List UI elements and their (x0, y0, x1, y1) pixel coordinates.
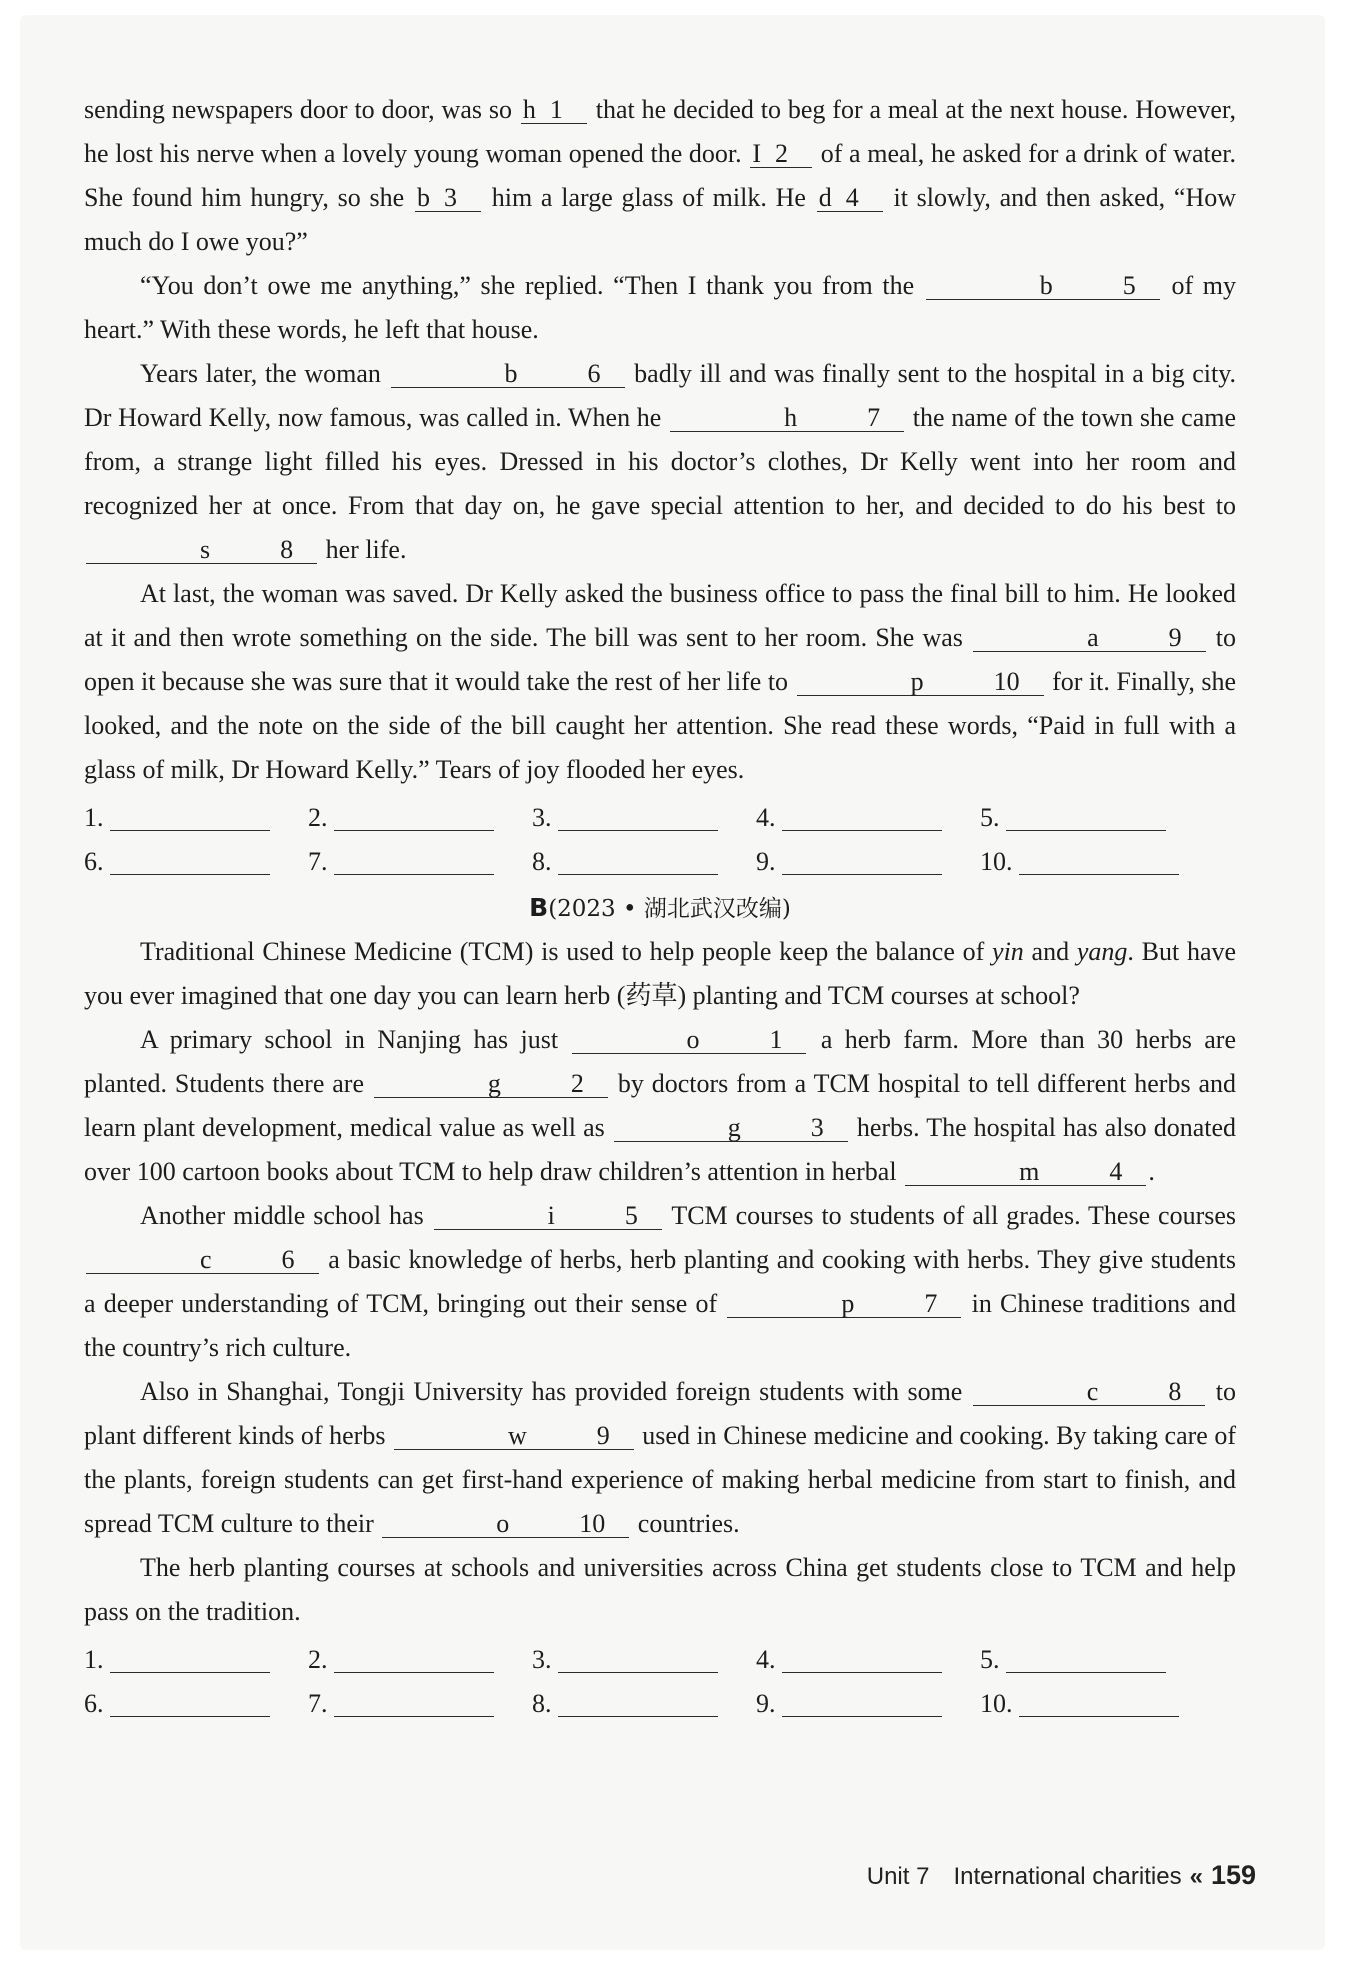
answer-slot[interactable] (84, 1682, 308, 1726)
blank-number: 7 (867, 403, 881, 432)
blank-hint-letter: w (507, 1421, 527, 1450)
text-run: TCM courses to students of all grades. These courses (671, 1201, 1236, 1230)
blank-hint-letter: o (686, 1025, 700, 1054)
answer-slot[interactable] (980, 1682, 1204, 1726)
text-run: Another middle school has (140, 1201, 424, 1230)
blank-b-10[interactable] (382, 1511, 629, 1538)
answer-line[interactable] (110, 830, 270, 831)
blank-number: 4 (1109, 1157, 1123, 1186)
answer-number: 6. (84, 1689, 104, 1718)
answer-line[interactable] (558, 1716, 718, 1717)
blank-hint-letter: g (487, 1069, 501, 1098)
answer-number: 6. (84, 847, 104, 876)
italic-term: yang (1076, 937, 1128, 966)
text-run: countries. (637, 1509, 740, 1538)
blank-number: 3 (443, 183, 457, 212)
text-run: The herb planting courses at schools and universities across China get students close to TCM and help pass on the tradition. (84, 1553, 1236, 1626)
answer-slot[interactable] (532, 796, 756, 840)
answer-slot[interactable] (84, 1638, 308, 1682)
answer-slot[interactable] (756, 1682, 980, 1726)
answer-number: 10. (980, 1689, 1013, 1718)
blank-a-1[interactable] (521, 97, 587, 124)
chevron-left-icon: « (1189, 1863, 1203, 1890)
blank-b-4[interactable] (905, 1159, 1146, 1186)
text-run: a herb farm. More than 30 herbs are planted. Students there are (84, 1025, 1237, 1098)
answer-number: 2. (308, 803, 328, 832)
text-run: her life. (325, 535, 407, 564)
blank-b-8[interactable] (973, 1379, 1206, 1406)
text-run: a basic knowledge of herbs, herb planting and cooking with herbs. They give students a deeper understanding of TCM, bringing out their sense of (84, 1245, 1237, 1318)
answer-number: 9. (756, 847, 776, 876)
blank-a-6[interactable] (391, 361, 625, 388)
footer-unit: Unit 7 (866, 1863, 930, 1890)
answer-slot[interactable] (980, 1638, 1204, 1682)
text-run: of my heart.” With these words, he left that house. (84, 271, 1236, 344)
answer-line[interactable] (334, 1672, 494, 1673)
text-run: used in Chinese medicine and cooking. By taking care of the plants, foreign students can get first-hand experience of making herbal medicine from start to finish, and spread TCM culture to their (84, 1421, 1237, 1538)
text-run: for it. Finally, she looked, and the note on the side of the bill caught her attention. She read these words, “Paid in full with a glass of milk, Dr Howard Kelly.” Tears of joy flooded her eyes. (84, 667, 1237, 784)
answer-line[interactable] (558, 874, 718, 875)
page-footer (867, 1860, 1256, 1891)
blank-number: 6 (587, 359, 601, 388)
blank-number: 8 (1168, 1377, 1182, 1406)
answer-number: 1. (84, 803, 104, 832)
text-run: and (1031, 937, 1070, 966)
answer-slot[interactable] (532, 840, 756, 884)
answer-number: 4. (756, 1645, 776, 1674)
answer-number: 7. (308, 1689, 328, 1718)
blank-hint-letter: h (522, 95, 536, 124)
text-run: to plant different kinds of herbs (84, 1377, 1237, 1450)
answer-number: 3. (532, 803, 552, 832)
answer-number: 4. (756, 803, 776, 832)
answer-slot[interactable] (84, 840, 308, 884)
blank-number: 10 (993, 667, 1020, 696)
answer-number: 8. (532, 847, 552, 876)
answer-line[interactable] (1006, 1672, 1166, 1673)
blank-a-9[interactable] (973, 625, 1206, 652)
blank-b-5[interactable] (434, 1203, 662, 1230)
text-run: At last, the woman was saved. Dr Kelly asked the business office to pass the final bill to him. He looked at it and then wrote something on the side. The bill was sent to her room. She was (84, 579, 1236, 652)
answer-slot[interactable] (756, 796, 980, 840)
page-number: 159 (1210, 1860, 1256, 1890)
text-run: Also in Shanghai, Tongji University has provided foreign students with some (140, 1377, 963, 1406)
answer-slot[interactable] (84, 796, 308, 840)
answer-number: 8. (532, 1689, 552, 1718)
answer-number: 10. (980, 847, 1013, 876)
blank-hint-letter: a (1087, 623, 1099, 652)
answer-slot[interactable] (308, 1638, 532, 1682)
blank-hint-letter: h (784, 403, 798, 432)
blank-number: 7 (924, 1289, 938, 1318)
text-run: by doctors from a TCM hospital to tell different herbs and learn plant development, medical value as well as (84, 1069, 1237, 1142)
passage-b-paragraph-2 (84, 1018, 1236, 1194)
answer-line[interactable] (334, 830, 494, 831)
answer-number: 3. (532, 1645, 552, 1674)
blank-number: 9 (596, 1421, 610, 1450)
answer-line[interactable] (782, 874, 942, 875)
blank-number: 2 (775, 139, 789, 168)
text-run: “You don’t owe me anything,” she replied. “Then I thank you from the (140, 271, 915, 300)
blank-hint-letter: b (504, 359, 518, 388)
blank-b-1[interactable] (572, 1027, 806, 1054)
footer-title: International charities (953, 1863, 1182, 1890)
answer-slot[interactable] (756, 1638, 980, 1682)
blank-number: 9 (1168, 623, 1182, 652)
blank-b-6[interactable] (86, 1247, 319, 1274)
blank-hint-letter: b (1039, 271, 1053, 300)
blank-hint-letter: I (752, 139, 762, 168)
answer-slot[interactable] (308, 1682, 532, 1726)
answer-line[interactable] (110, 1716, 270, 1717)
blank-number: 10 (579, 1509, 606, 1538)
answer-line[interactable] (558, 1672, 718, 1673)
document-body (84, 88, 1236, 1726)
answer-slot[interactable] (756, 840, 980, 884)
answer-number: 5. (980, 803, 1000, 832)
blank-a-5[interactable] (926, 273, 1160, 300)
passage-a-paragraph-1 (84, 88, 1236, 264)
passage-a-paragraph-3 (84, 352, 1236, 572)
blank-b-9[interactable] (394, 1423, 634, 1450)
text-run: of a meal, he asked for a drink of water. She found him hungry, so she (84, 139, 1237, 212)
blank-a-2[interactable] (750, 141, 812, 168)
blank-hint-letter: o (496, 1509, 510, 1538)
blank-number: 3 (810, 1113, 824, 1142)
answer-number: 9. (756, 1689, 776, 1718)
blank-number: 1 (769, 1025, 783, 1054)
answer-lines-b (84, 1638, 1236, 1726)
blank-b-2[interactable] (374, 1071, 608, 1098)
blank-hint-letter: g (727, 1113, 741, 1142)
section-source: (2023 • 湖北武汉改编) (548, 896, 791, 922)
blank-b-3[interactable] (614, 1115, 848, 1142)
blank-a-7[interactable] (670, 405, 904, 432)
blank-hint-letter: p (910, 667, 924, 696)
italic-term: yin (992, 937, 1024, 966)
blank-hint-letter: b (416, 183, 430, 212)
passage-b-paragraph-3 (84, 1194, 1236, 1370)
answer-line[interactable] (558, 830, 718, 831)
answer-number: 7. (308, 847, 328, 876)
text-run: . (1148, 1157, 1155, 1186)
text-run: that he decided to beg for a meal at the next house. However, he lost his nerve when a lovely young woman opened the door. (84, 95, 1237, 168)
blank-number: 2 (570, 1069, 584, 1098)
passage-b-paragraph-5 (84, 1546, 1236, 1634)
blank-hint-letter: i (547, 1201, 555, 1230)
answer-number: 5. (980, 1645, 1000, 1674)
blank-a-10[interactable] (797, 669, 1044, 696)
answer-line[interactable] (782, 1672, 942, 1673)
answer-slot[interactable] (532, 1682, 756, 1726)
blank-a-8[interactable] (86, 537, 317, 564)
blank-number: 5 (1122, 271, 1136, 300)
blank-hint-letter: c (1086, 1377, 1099, 1406)
blank-b-7[interactable] (727, 1291, 961, 1318)
text-run: to open it because she was sure that it would take the rest of her life to (84, 623, 1237, 696)
blank-hint-letter: d (818, 183, 832, 212)
answer-slot[interactable] (980, 796, 1204, 840)
section-letter: B (529, 893, 549, 922)
answer-line[interactable] (1019, 1716, 1179, 1717)
section-b-heading (84, 886, 1236, 930)
answer-line[interactable] (334, 1716, 494, 1717)
text-run: badly ill and was finally sent to the hospital in a big city. Dr Howard Kelly, now famous, was called in. When he (84, 359, 1237, 432)
answer-line[interactable] (1019, 874, 1179, 875)
text-run: herbs. The hospital has also donated over 100 cartoon books about TCM to help draw children’s attention in herbal (84, 1113, 1236, 1186)
text-run: . But have you ever imagined that one day you can learn herb (药草) planting and TCM courses at school? (84, 937, 1237, 1010)
blank-a-4[interactable] (817, 185, 883, 212)
answer-number: 1. (84, 1645, 104, 1674)
blank-hint-letter: s (200, 535, 211, 564)
blank-number: 4 (845, 183, 859, 212)
blank-number: 1 (549, 95, 563, 124)
passage-a-paragraph-2 (84, 264, 1236, 352)
text-run: the name of the town she came from, a strange light filled his eyes. Dressed in his doctor’s clothes, Dr Kelly went into her room and recognized her at once. From that day on, he gave special attention to her, and decided to do his best to (84, 403, 1237, 520)
text-run: Traditional Chinese Medicine (TCM) is used to help people keep the balance of (140, 937, 985, 966)
answer-line[interactable] (110, 874, 270, 875)
blank-hint-letter: m (1019, 1157, 1040, 1186)
answer-slot[interactable] (308, 840, 532, 884)
blank-hint-letter: c (200, 1245, 212, 1274)
passage-a-paragraph-4 (84, 572, 1236, 792)
blank-number: 5 (624, 1201, 638, 1230)
blank-number: 8 (280, 535, 294, 564)
answer-line[interactable] (334, 874, 494, 875)
answer-line[interactable] (110, 1672, 270, 1673)
answer-slot[interactable] (532, 1638, 756, 1682)
answer-lines-a (84, 796, 1236, 884)
passage-b-paragraph-4 (84, 1370, 1236, 1546)
text-run: in Chinese traditions and the country’s rich culture. (84, 1289, 1237, 1362)
text-run: A primary school in Nanjing has just (140, 1025, 559, 1054)
answer-line[interactable] (782, 830, 942, 831)
answer-line[interactable] (782, 1716, 942, 1717)
text-run: it slowly, and then asked, “How much do I owe you?” (84, 183, 1236, 256)
blank-hint-letter: p (841, 1289, 855, 1318)
answer-slot[interactable] (308, 796, 532, 840)
blank-a-3[interactable] (415, 185, 481, 212)
blank-number: 6 (281, 1245, 295, 1274)
passage-b-paragraph-1 (84, 930, 1236, 1018)
text-run: him a large glass of milk. He (491, 183, 806, 212)
text-run: Years later, the woman (140, 359, 381, 388)
answer-number: 2. (308, 1645, 328, 1674)
answer-slot[interactable] (980, 840, 1204, 884)
text-run: sending newspapers door to door, was so (84, 95, 512, 124)
answer-line[interactable] (1006, 830, 1166, 831)
